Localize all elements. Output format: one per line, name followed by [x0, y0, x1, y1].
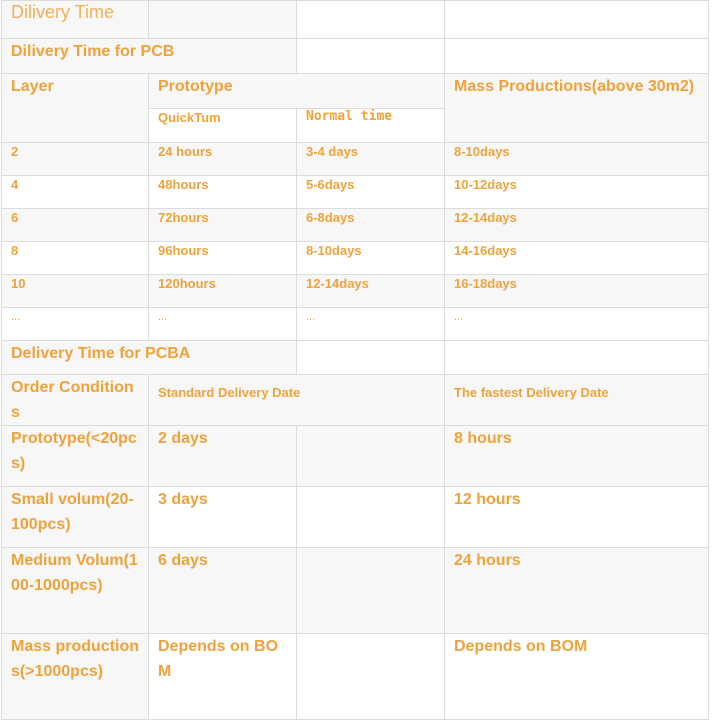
mass-production-cell: 14-16days [445, 242, 709, 275]
pcb-header-row [2, 74, 709, 109]
pcb-heading-row [2, 39, 709, 74]
layer-cell: 4 [2, 176, 149, 209]
fastest-delivery-header: The fastest Delivery Date [445, 375, 709, 426]
empty-cell [297, 1, 445, 39]
fastest-date-cell: 24 hours [445, 548, 709, 634]
pcba-section-heading: Delivery Time for PCBA [2, 341, 297, 375]
normal-time-header: Normal time [297, 109, 445, 143]
empty-cell [149, 1, 297, 39]
order-condition-cell: Small volum(20-100pcs) [2, 487, 149, 548]
order-condition-cell: Prototype(<20pcs) [2, 426, 149, 487]
quickturn-cell: 48hours [149, 176, 297, 209]
empty-cell [445, 341, 709, 375]
standard-date-cell: Depends on BOM [149, 634, 297, 720]
empty-cell [297, 341, 445, 375]
normal-time-cell: 8-10days [297, 242, 445, 275]
empty-cell [297, 548, 445, 634]
quickturn-cell: 120hours [149, 275, 297, 308]
table-row [2, 209, 709, 242]
normal-time-cell: 3-4 days [297, 143, 445, 176]
mass-production-cell: 16-18days [445, 275, 709, 308]
quickturn-cell: ... [149, 308, 297, 341]
table-row [2, 176, 709, 209]
normal-time-cell: ... [297, 308, 445, 341]
normal-time-cell: 12-14days [297, 275, 445, 308]
pcba-heading-row [2, 341, 709, 375]
mass-production-header: Mass Productions(above 30m2) [445, 74, 709, 143]
table-row [2, 308, 709, 341]
normal-time-cell: 6-8days [297, 209, 445, 242]
pcba-header-row [2, 375, 709, 426]
table-row [2, 143, 709, 176]
standard-date-cell: 6 days [149, 548, 297, 634]
table-row [2, 275, 709, 308]
quickturn-cell: 72hours [149, 209, 297, 242]
layer-cell: 10 [2, 275, 149, 308]
normal-time-cell: 5-6days [297, 176, 445, 209]
pcb-section-heading: Dilivery Time for PCB [2, 39, 297, 74]
layer-cell: 8 [2, 242, 149, 275]
order-condition-cell: Medium Volum(100-1000pcs) [2, 548, 149, 634]
order-conditions-header: Order Conditions [2, 375, 149, 426]
empty-cell [297, 39, 445, 74]
mass-production-cell: 10-12days [445, 176, 709, 209]
title-row [2, 1, 709, 39]
standard-date-cell: 2 days [149, 426, 297, 487]
table-row [2, 634, 709, 720]
standard-delivery-header: Standard Delivery Date [149, 375, 445, 426]
standard-date-cell: 3 days [149, 487, 297, 548]
table-row [2, 548, 709, 634]
layer-cell: 2 [2, 143, 149, 176]
empty-cell [445, 1, 709, 39]
fastest-date-cell: Depends on BOM [445, 634, 709, 720]
prototype-header: Prototype [149, 74, 445, 109]
layer-cell: ... [2, 308, 149, 341]
mass-production-cell: ... [445, 308, 709, 341]
quickturn-cell: 96hours [149, 242, 297, 275]
layer-header: Layer [2, 74, 149, 143]
fastest-date-cell: 12 hours [445, 487, 709, 548]
table-row [2, 426, 709, 487]
table-row [2, 242, 709, 275]
mass-production-cell: 12-14days [445, 209, 709, 242]
layer-cell: 6 [2, 209, 149, 242]
quickturn-cell: 24 hours [149, 143, 297, 176]
empty-cell [297, 426, 445, 487]
empty-cell [445, 39, 709, 74]
fastest-date-cell: 8 hours [445, 426, 709, 487]
order-condition-cell: Mass productions(>1000pcs) [2, 634, 149, 720]
mass-production-cell: 8-10days [445, 143, 709, 176]
empty-cell [297, 634, 445, 720]
empty-cell [297, 487, 445, 548]
quickturn-header: QuickTum [149, 109, 297, 143]
delivery-time-table [1, 0, 709, 720]
table-row [2, 487, 709, 548]
table-title: Dilivery Time [2, 1, 149, 39]
